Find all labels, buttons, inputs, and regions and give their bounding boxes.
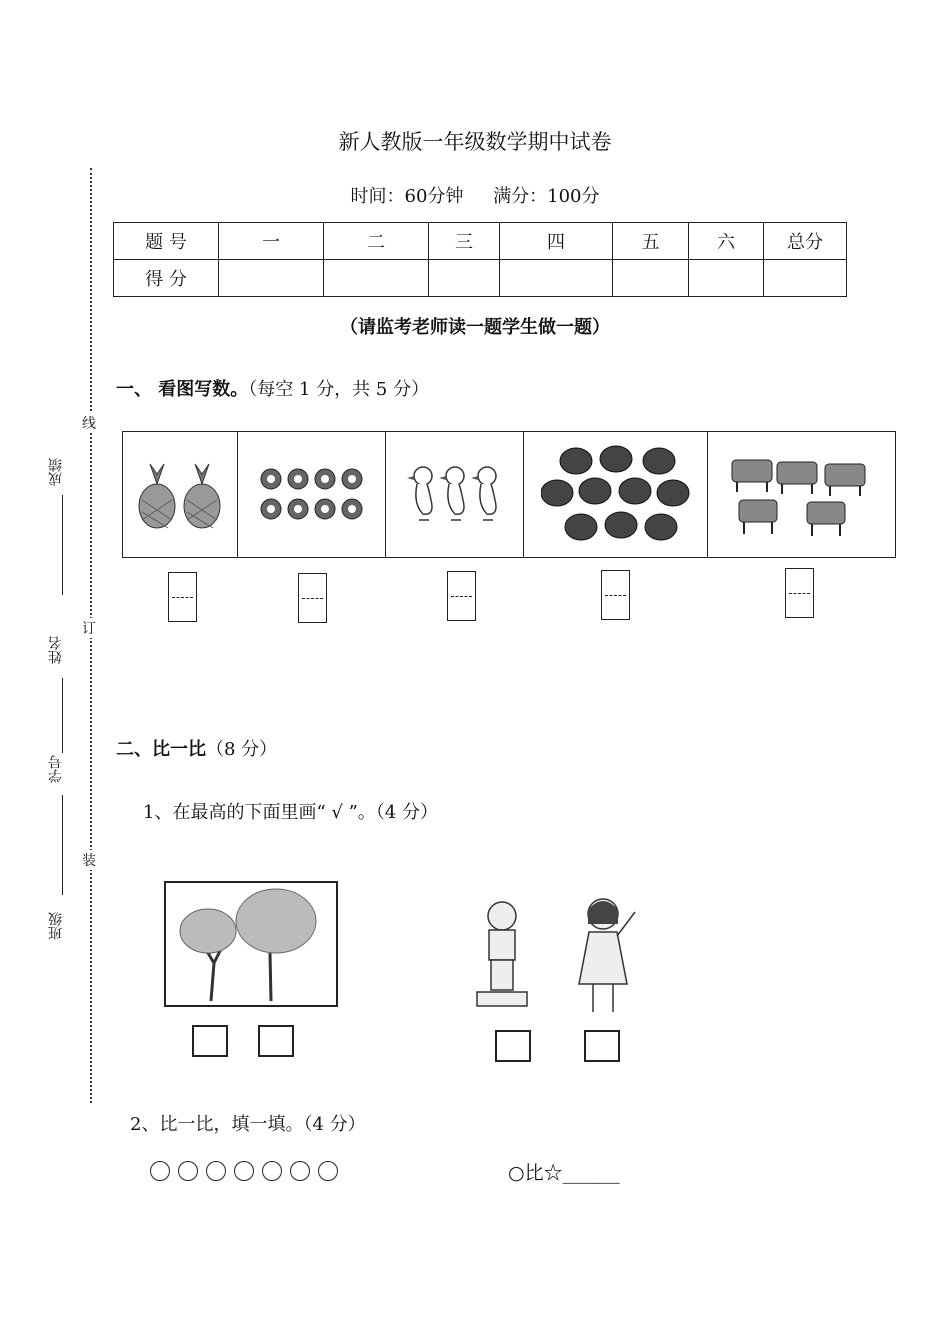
field-score-line[interactable] [62, 495, 63, 595]
score-cell[interactable] [219, 260, 324, 297]
answer-box-pineapple[interactable] [168, 572, 197, 622]
field-name-line[interactable] [62, 678, 63, 753]
score-header-cell: 三 [429, 223, 500, 260]
score-table [113, 222, 847, 297]
field-score-label: 成绩 [48, 458, 64, 486]
circle-shape [206, 1161, 226, 1181]
section1-heading [116, 375, 429, 401]
answer-square-boy[interactable] [495, 1030, 531, 1062]
compare-text: ○比☆ [508, 1162, 563, 1184]
children-picture [455, 884, 645, 1022]
pineapple-cell [123, 432, 238, 557]
compare-blank[interactable]: ______ [562, 1162, 620, 1184]
section2-heading [116, 735, 277, 761]
trees-picture [164, 881, 338, 1007]
circle-shape [290, 1161, 310, 1181]
score-cell[interactable] [324, 260, 429, 297]
score-cell[interactable] [689, 260, 764, 297]
score-row-label: 得 分 [114, 260, 219, 297]
duck-cell [386, 432, 524, 557]
cow-icon [727, 450, 877, 540]
score-cell[interactable] [429, 260, 500, 297]
section1-title: 一、 看图写数。 [116, 379, 249, 400]
binding-mark-xian: 线 [82, 413, 98, 433]
flower-icon [257, 465, 367, 525]
exam-full-score: 满分：100分 [493, 186, 600, 207]
field-name-label: 姓名 [48, 636, 64, 664]
score-cell[interactable] [500, 260, 613, 297]
score-header-cell: 二 [324, 223, 429, 260]
field-id-label: 学号 [48, 755, 64, 783]
circle-shape [318, 1161, 338, 1181]
circle-row [150, 1160, 346, 1181]
answer-square-girl[interactable] [584, 1030, 620, 1062]
answer-box-flower[interactable] [298, 573, 327, 623]
answer-square-tree-left[interactable] [192, 1025, 228, 1057]
circle-shape [178, 1161, 198, 1181]
tomato-icon [541, 445, 691, 545]
circle-shape [150, 1161, 170, 1181]
exam-time: 时间：60分钟 [350, 186, 464, 207]
proctor-note: （请监考老师读一题学生做一题） [340, 317, 610, 338]
field-id-line[interactable] [62, 795, 63, 895]
pineapple-icon [130, 460, 230, 530]
score-cell[interactable] [764, 260, 847, 297]
tomato-cell [524, 432, 709, 557]
children-icon [455, 884, 645, 1022]
section2-title: 二、比一比 [116, 739, 206, 760]
score-header-cell: 五 [613, 223, 689, 260]
score-header-cell: 四 [500, 223, 613, 260]
tree-icon [166, 883, 336, 1005]
page-title: 新人教版一年级数学期中试卷 [338, 130, 612, 154]
compare-question [508, 1158, 620, 1185]
answer-box-cow[interactable] [785, 568, 814, 618]
duck-icon [405, 460, 505, 530]
score-cell[interactable] [613, 260, 689, 297]
cow-cell [708, 432, 895, 557]
section2-q2: 2、比一比，填一填。（4 分） [130, 1114, 366, 1135]
answer-box-duck[interactable] [447, 571, 476, 621]
field-class-label: 班级 [48, 912, 64, 940]
section2-q1: 1、在最高的下面里画“ √ ”。（4 分） [143, 802, 438, 823]
picture-row [122, 431, 896, 558]
section1-points: （每空 1 分，共 5 分） [248, 379, 430, 400]
score-header-cell: 六 [689, 223, 764, 260]
answer-box-tomato[interactable] [601, 570, 630, 620]
circle-shape [262, 1161, 282, 1181]
score-table-score-row [114, 260, 847, 297]
flower-cell [238, 432, 387, 557]
score-header-cell: 总分 [764, 223, 847, 260]
score-header-cell: 题 号 [114, 223, 219, 260]
binding-mark-zhuang: 装 [82, 850, 98, 870]
score-table-header-row [114, 223, 847, 260]
exam-info [0, 182, 950, 208]
circle-shape [234, 1161, 254, 1181]
answer-square-tree-right[interactable] [258, 1025, 294, 1057]
binding-mark-ding: 订 [82, 618, 98, 638]
section2-points: （8 分） [206, 739, 278, 760]
score-header-cell: 一 [219, 223, 324, 260]
